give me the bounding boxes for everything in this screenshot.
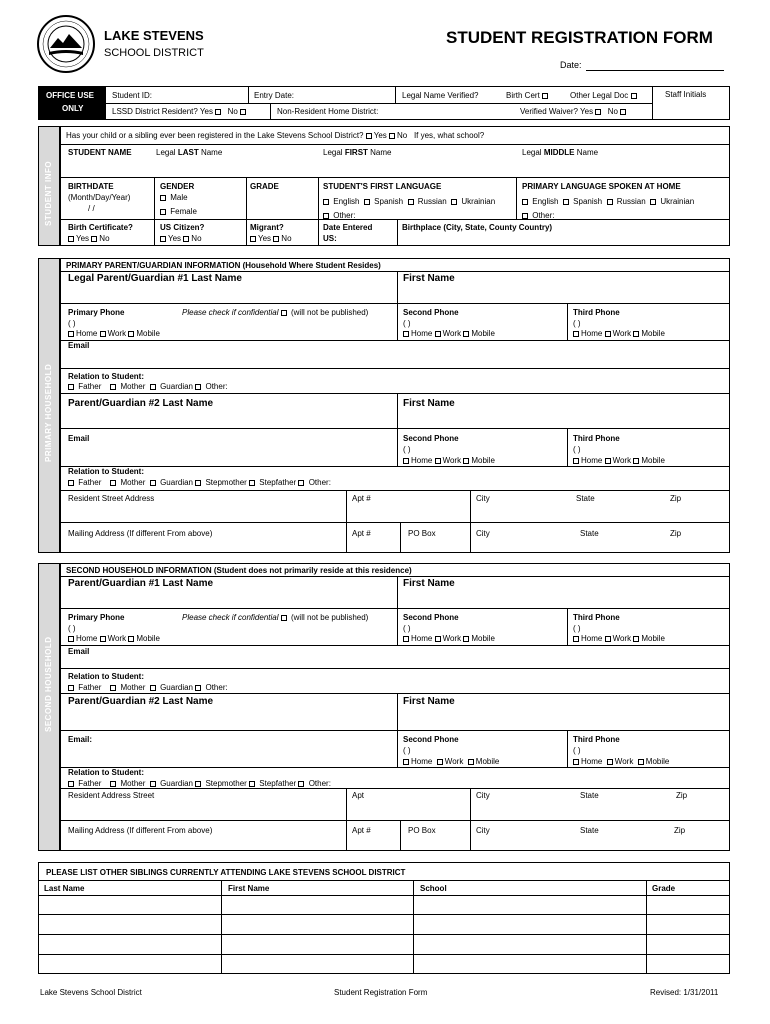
primary-p1-third-paren[interactable]: ( ) (573, 319, 581, 328)
district-name-line1: LAKE STEVENS (104, 28, 204, 43)
primary-mailing-address: Mailing Address (If different From above) (68, 529, 213, 538)
grade-label: GRADE (250, 182, 279, 191)
footer-right: Revised: 1/31/2011 (650, 988, 719, 997)
primary-city-label: City (476, 494, 490, 503)
primary-mailing-zip: Zip (670, 529, 682, 538)
second-mailing-apt: Apt # (352, 826, 371, 835)
primary-p1-phone-type[interactable]: Home Work Mobile (68, 329, 160, 338)
primary-p2-relation-options[interactable]: Father Mother Guardian Stepmother Stepfather Other: (68, 478, 331, 487)
primary-p2-second-phone: Second Phone (403, 434, 459, 443)
office-birth-cert: Birth Cert (506, 91, 540, 100)
siblings-col-last: Last Name (44, 884, 85, 893)
office-legal-name-verified: Legal Name Verified? (402, 91, 479, 100)
legal-last-label: Legal LAST Name (156, 148, 223, 157)
waiver-yes-checkbox[interactable] (595, 109, 601, 115)
primary-p2-second-paren[interactable]: ( ) (403, 445, 411, 454)
second-p1-relation: Relation to Student: (68, 672, 144, 681)
primary-p1-second-type[interactable]: Home Work Mobile (403, 329, 495, 338)
primary-p1-relation: Relation to Student: (68, 372, 144, 381)
second-p1-third-phone: Third Phone (573, 613, 620, 622)
prior-no-checkbox[interactable] (389, 133, 395, 139)
office-entry-date: Entry Date: (254, 91, 295, 100)
second-p1-third-type[interactable]: Home Work Mobile (573, 634, 665, 643)
siblings-heading: PLEASE LIST OTHER SIBLINGS CURRENTLY ATTENDING LAKE STEVENS SCHOOL DISTRICT (46, 868, 406, 877)
second-heading: SECOND HOUSEHOLD INFORMATION (Student does not primarily reside at this residence) (66, 566, 412, 575)
second-zip-label: Zip (676, 791, 688, 800)
primary-p1-first-label: First Name (403, 273, 455, 284)
second-p1-second-paren[interactable]: ( ) (403, 624, 411, 633)
primary-language-other-label: Other: (532, 211, 555, 220)
district-logo (36, 14, 96, 74)
citizen-no-checkbox[interactable] (183, 236, 189, 242)
primary-mailing-apt: Apt # (352, 529, 371, 538)
second-p2-last-label: Parent/Guardian #2 Last Name (68, 696, 214, 707)
siblings-row[interactable] (38, 914, 730, 915)
second-p2-relation-options[interactable]: Father Mother Guardian Stepmother Stepfather Other: (68, 779, 331, 788)
second-p1-second-phone: Second Phone (403, 613, 459, 622)
second-household-side-label: SECOND HOUSEHOLD (44, 636, 53, 732)
primary-po-box: PO Box (408, 529, 436, 538)
footer-left: Lake Stevens School District (40, 988, 142, 997)
first-language-other-label: Other: (333, 211, 356, 220)
second-p1-third-paren[interactable]: ( ) (573, 624, 581, 633)
second-mailing-state: State (580, 826, 599, 835)
second-p1-last-label: Parent/Guardian #1 Last Name (68, 578, 214, 589)
office-staff-initials: Staff Initials (665, 90, 707, 99)
other-legal-doc-checkbox[interactable] (631, 93, 637, 99)
date-entered-us-label: US: (323, 234, 337, 243)
second-po-box: PO Box (408, 826, 436, 835)
office-use-label: OFFICE USE (46, 91, 95, 100)
prior-yes-label: Yes (373, 131, 387, 140)
form-title: STUDENT REGISTRATION FORM (446, 28, 713, 47)
primary-p2-third-phone: Third Phone (573, 434, 620, 443)
office-verified-waiver: Verified Waiver? Yes (520, 107, 594, 116)
primary-mailing-state: State (580, 529, 599, 538)
second-p2-second-phone: Second Phone (403, 735, 459, 744)
lssd-no-label: No (227, 107, 238, 116)
legal-first-label: Legal FIRST Name (323, 148, 392, 157)
siblings-row[interactable] (38, 934, 730, 935)
second-p1-confidential[interactable]: Please check if confidential (will not be published) (182, 613, 369, 622)
primary-p1-primary-phone: Primary Phone (68, 308, 125, 317)
birthdate-format: (Month/Day/Year) (68, 193, 131, 202)
lssd-yes-checkbox[interactable] (215, 109, 221, 115)
prior-no-label: No (397, 131, 408, 140)
primary-heading: PRIMARY PARENT/GUARDIAN INFORMATION (Household Where Student Resides) (66, 261, 381, 270)
prior-if-yes-label: If yes, what school? (413, 131, 485, 140)
primary-p2-last-label: Parent/Guardian #2 Last Name (68, 398, 214, 409)
primary-language-label: PRIMARY LANGUAGE SPOKEN AT HOME (522, 182, 681, 191)
second-p2-second-paren[interactable]: ( ) (403, 746, 411, 755)
primary-p1-email: Email (68, 341, 90, 350)
second-p1-phone-paren[interactable]: ( ) (68, 624, 76, 633)
birth-certificate-label: Birth Certificate? (68, 223, 133, 232)
citizen-yes-checkbox[interactable] (160, 236, 166, 242)
migrant-no-checkbox[interactable] (273, 236, 279, 242)
primary-language-other-checkbox[interactable] (522, 213, 528, 219)
student-info-side-label: STUDENT INFO (44, 160, 53, 226)
primary-mailing-city: City (476, 529, 490, 538)
second-apt-label: Apt (352, 791, 365, 800)
primary-p1-third-phone: Third Phone (573, 308, 620, 317)
female-checkbox[interactable] (160, 209, 166, 215)
office-other-legal-doc: Other Legal Doc (570, 91, 629, 100)
siblings-row[interactable] (38, 954, 730, 955)
second-p1-primary-phone: Primary Phone (68, 613, 125, 622)
prior-yes-checkbox[interactable] (366, 133, 372, 139)
second-p2-relation: Relation to Student: (68, 768, 144, 777)
second-p2-second-type[interactable]: Home Work Mobile (403, 757, 499, 766)
primary-p2-second-type[interactable]: Home Work Mobile (403, 456, 495, 465)
waiver-no-checkbox[interactable] (620, 109, 626, 115)
second-resident-address: Resident Address Street (68, 791, 155, 800)
second-p2-first-label: First Name (403, 696, 455, 707)
birth-cert-yes-checkbox[interactable] (68, 236, 74, 242)
primary-p2-third-type[interactable]: Home Work Mobile (573, 456, 665, 465)
birth-cert-checkbox[interactable] (542, 93, 548, 99)
office-nonresident: Non-Resident Home District: (277, 107, 379, 116)
birthdate-slashes[interactable]: / / (88, 204, 95, 213)
second-p1-first-label: First Name (403, 578, 455, 589)
primary-p1-relation-options[interactable]: Father Mother Guardian Other: (68, 382, 228, 391)
primary-p2-third-paren[interactable]: ( ) (573, 445, 581, 454)
date-entered-label: Date Entered (323, 223, 373, 232)
first-language-options[interactable]: English Spanish Russian Ukrainian (323, 197, 495, 206)
second-mailing-zip: Zip (674, 826, 686, 835)
migrant-label: Migrant? (250, 223, 284, 232)
siblings-section (38, 862, 730, 974)
primary-household-side-label: PRIMARY HOUSEHOLD (44, 363, 53, 462)
primary-p1-second-phone: Second Phone (403, 308, 459, 317)
primary-resident-address: Resident Street Address (68, 494, 155, 503)
male-checkbox[interactable] (160, 195, 166, 201)
office-student-id: Student ID: (112, 91, 153, 100)
primary-language-options[interactable]: English Spanish Russian Ukrainian (522, 197, 694, 206)
second-mailing-address: Mailing Address (If different From above) (68, 826, 213, 835)
primary-p1-last-label: Legal Parent/Guardian #1 Last Name (68, 273, 242, 284)
primary-p1-second-paren[interactable]: ( ) (403, 319, 411, 328)
siblings-col-school: School (420, 884, 447, 893)
second-p2-third-type[interactable]: Home Work Mobile (573, 757, 669, 766)
siblings-col-grade: Grade (652, 884, 676, 893)
office-lssd-resident: LSSD District Resident? Yes (112, 107, 213, 116)
primary-p2-email: Email (68, 434, 90, 443)
second-p1-relation-options[interactable]: Father Mother Guardian Other: (68, 683, 228, 692)
birthplace-label: Birthplace (City, State, County Country) (402, 223, 553, 232)
second-p1-email: Email (68, 647, 90, 656)
prior-registration-question: Has your child or a sibling ever been registered in the Lake Stevens School District? (66, 131, 364, 140)
siblings-col-first: First Name (228, 884, 270, 893)
district-name-line2: SCHOOL DISTRICT (104, 47, 204, 59)
primary-p1-confidential[interactable]: Please check if confidential (will not be published) (182, 308, 369, 317)
primary-p1-phone-paren[interactable]: ( ) (68, 319, 76, 328)
first-language-label: STUDENT'S FIRST LANGUAGE (323, 182, 442, 191)
primary-state-label: State (576, 494, 595, 503)
second-p2-email: Email: (68, 735, 93, 744)
date-line[interactable] (586, 70, 724, 71)
second-p2-third-phone: Third Phone (573, 735, 620, 744)
us-citizen-label: US Citizen? (160, 223, 205, 232)
student-name-label: STUDENT NAME (68, 148, 132, 157)
second-p1-second-type[interactable]: Home Work Mobile (403, 634, 495, 643)
first-language-other-checkbox[interactable] (323, 213, 329, 219)
primary-p2-first-label: First Name (403, 398, 455, 409)
second-p2-third-paren[interactable]: ( ) (573, 746, 581, 755)
birthdate-label: BIRTHDATE (68, 182, 114, 191)
office-use-label2: ONLY (62, 104, 84, 113)
legal-middle-label: Legal MIDDLE Name (522, 148, 599, 157)
gender-label: GENDER (160, 182, 195, 191)
date-label: Date: (560, 60, 582, 70)
primary-apt-label: Apt # (352, 494, 371, 503)
primary-p1-third-type[interactable]: Home Work Mobile (573, 329, 665, 338)
primary-zip-label: Zip (670, 494, 682, 503)
male-label: Male (170, 193, 188, 202)
waiver-no-label: No (607, 107, 618, 116)
second-household-section (60, 563, 730, 851)
second-state-label: State (580, 791, 599, 800)
lssd-no-checkbox[interactable] (240, 109, 246, 115)
migrant-yes-checkbox[interactable] (250, 236, 256, 242)
footer-center: Student Registration Form (334, 988, 428, 997)
primary-p2-relation: Relation to Student: (68, 467, 144, 476)
second-city-label: City (476, 791, 490, 800)
second-p1-phone-type[interactable]: Home Work Mobile (68, 634, 160, 643)
female-label: Female (170, 207, 197, 216)
second-mailing-city: City (476, 826, 490, 835)
birth-cert-no-checkbox[interactable] (91, 236, 97, 242)
